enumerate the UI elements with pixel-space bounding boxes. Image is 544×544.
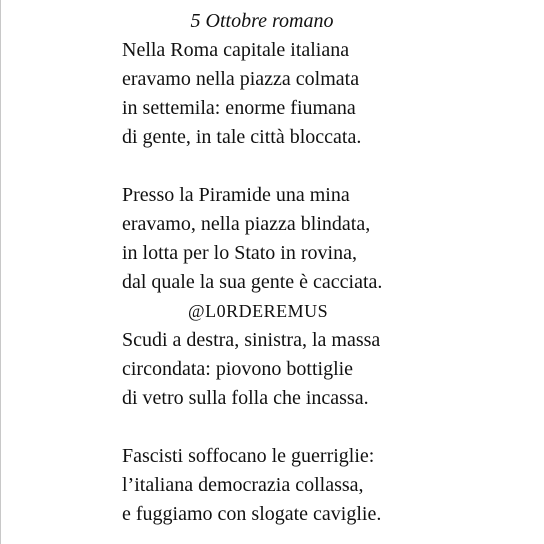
poem-line: Fascisti soffocano le guerriglie:: [122, 445, 375, 467]
poem-line: di vetro sulla folla che incassa.: [122, 387, 369, 409]
page-edge-rule: [0, 0, 1, 544]
poem-line: dal quale la sua gente è cacciata.: [122, 271, 383, 293]
poem-line: circondata: piovono bottiglie: [122, 358, 354, 380]
poem-line: in lotta per lo Stato in rovina,: [122, 242, 357, 264]
poem-line: eravamo, nella piazza blindata,: [122, 213, 371, 235]
poem-line: in settemila: enorme fiumana: [122, 97, 356, 119]
poem-line: eravamo nella piazza colmata: [122, 68, 360, 90]
stanza-4: [122, 442, 532, 529]
poem-line: Nella Roma capitale italiana: [122, 39, 350, 61]
stanza-gap: [122, 413, 532, 442]
poem-line: Presso la Piramide una mina: [122, 184, 350, 206]
poem-line: Scudi a destra, sinistra, la massa: [122, 329, 381, 351]
poem-line: di gente, in tale città bloccata.: [122, 126, 362, 148]
poem-line: l’italiana democrazia collassa,: [122, 474, 364, 496]
stanza-3: [122, 326, 532, 413]
poem-title: 5 Ottobre romano: [190, 10, 334, 32]
author-handle: @L0RDEREMUS: [188, 301, 329, 321]
stanza-gap: [122, 152, 532, 181]
stanza-1: [122, 36, 532, 152]
stanza-2: [122, 181, 532, 297]
poem-line: e fuggiamo con slogate caviglie.: [122, 503, 382, 525]
poem-body: [122, 36, 532, 529]
